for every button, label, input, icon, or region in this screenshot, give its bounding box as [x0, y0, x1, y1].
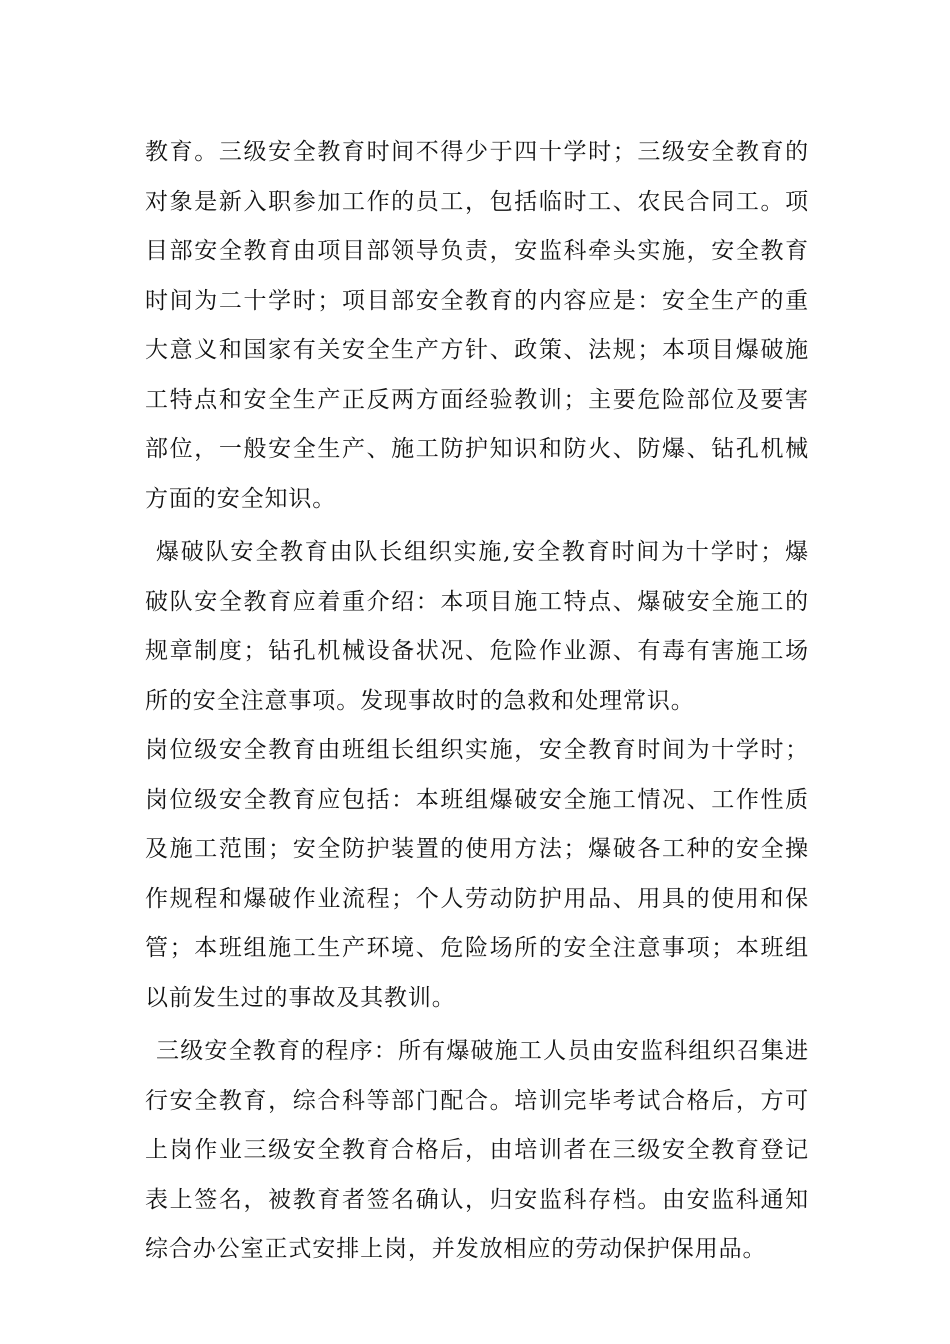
paragraph-post-education: 岗位级安全教育由班组长组织实施，安全教育时间为十学时；岗位级安全教育应包括：本班组爆破安全施工情况、工作性质及施工范围；安全防护装置的使用方法；爆破各工种的安全操作规程和爆破作业流程；个人劳动防护用品、用具的使用和保管；本班组施工生产环境、危险场所的安全注意事项；本班组以前发生过的事故及其教训。 — [145, 737, 809, 1011]
paragraph-project-education: 教育。三级安全教育时间不得少于四十学时；三级安全教育的对象是新入职参加工作的员工，包括临时工、农民合同工。项目部安全教育由项目部领导负责，安监科牵头实施，安全教育时间为二十学时；项目部安全教育的内容应是：安全生产的重大意义和国家有关安全生产方针、政策、法规；本项目爆破施工特点和安全生产正反两方面经验教训；主要危险部位及要害部位，一般安全生产、施工防护知识和防火、防爆、钻孔机械方面的安全知识。 — [145, 139, 809, 512]
document-body — [145, 128, 809, 1275]
paragraph-team-education: 爆破队安全教育由队长组织实施,安全教育时间为十学时；爆破队安全教育应着重介绍：本项目施工特点、爆破安全施工的规章制度；钻孔机械设备状况、危险作业源、有毒有害施工场所的安全注意事项。发现事故时的急救和处理常识。 — [145, 539, 809, 714]
paragraph-education-procedure: 三级安全教育的程序：所有爆破施工人员由安监科组织召集进行安全教育，综合科等部门配合。培训完毕考试合格后，方可上岗作业三级安全教育合格后，由培训者在三级安全教育登记表上签名，被教育者签名确认，归安监科存档。由安监科通知综合办公室正式安排上岗，并发放相应的劳动保护保用品。 — [145, 1038, 809, 1262]
